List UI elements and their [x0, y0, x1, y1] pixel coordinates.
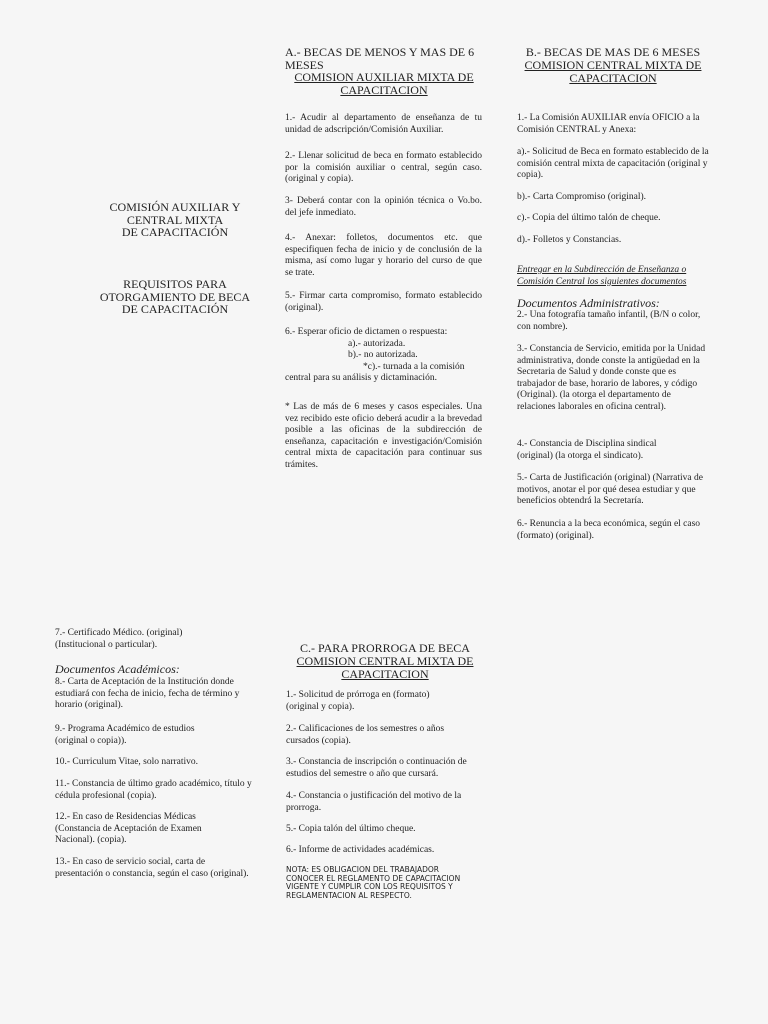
admin-item-6: 6.- Renuncia a la beca económica, según el caso (formato) (original). — [517, 519, 701, 541]
left-title — [70, 201, 280, 239]
section-a-subheading — [285, 71, 483, 96]
section-a-step-6 — [285, 327, 485, 385]
item-12: 12.- En caso de Residencias Médicas (Constancia de Aceptación de Examen Nacional). (copia). — [55, 812, 202, 845]
section-a-step-2: 2.- Llenar solicitud de beca en formato establecido por la comisión auxiliar o central, según caso. (original y copia). — [285, 151, 482, 184]
section-c-note: NOTA: ES OBLIGACION DEL TRABAJADOR CONOCER EL REGLAMENTO DE CAPACITACION VIGENTE Y CUMPLIR CON LOS REQUISITOS Y REGLAMENTACION AL RESPECTO. — [286, 865, 461, 900]
section-b-item-c: c).- Copia del último talón de cheque. — [517, 213, 661, 223]
section-b-subheading-line-2: CAPACITACION — [569, 70, 657, 85]
section-a-subheading-line-1: COMISION AUXILIAR MIXTA DE — [294, 70, 474, 84]
admin-item-3: 3.- Constancia de Servicio, emitida por la Unidad administrativa, donde conste la antigüedad en la Secretaria de Salud y donde conste que es trabajador de base, horario de labores, y código (Original). (la otorga el departamento de relaciones laborales en oficina central). — [517, 344, 706, 412]
section-c-step-4: 4.- Constancia o justificación del motivo de la prorroga. — [286, 791, 462, 813]
section-b-item-d: d).- Folletos y Constancias. — [517, 235, 622, 245]
section-a-heading — [285, 46, 485, 71]
section-a-option-b: b).- no autorizada. — [348, 350, 418, 360]
section-b-item-a: a).- Solicitud de Beca en formato establecido de la comisión central mixta de capacitación (original y copia). — [517, 147, 709, 180]
section-c-step-3: 3.- Constancia de inscripción o continuación de estudios del semestre o año que cursará. — [286, 757, 467, 779]
section-c-heading: C.- PARA PRORROGA DE BECA — [300, 641, 470, 655]
section-a-step-6-text: 6.- Esperar oficio de dictamen o respuesta: — [285, 327, 448, 337]
admin-item-4: 4.- Constancia de Disciplina sindical (original) (la otorga el sindicato). — [517, 439, 657, 461]
left-title-line-2: CENTRAL MIXTA — [126, 212, 224, 227]
admin-item-5: 5.- Carta de Justificación (original) (Narrativa de motivos, anotar el por qué desea estudiar y que beneficios obtendrá la Secretaría. — [517, 473, 703, 506]
section-b-step-1: 1.- La Comisión AUXILIAR envía OFICIO a la Comisión CENTRAL y Anexa: — [517, 113, 700, 135]
item-7: 7.- Certificado Médico. (original) (Institucional o particular). — [55, 628, 183, 650]
section-a-option-a: a).- autorizada. — [348, 338, 406, 349]
left-subtitle-line-3: DE CAPACITACIÓN — [121, 302, 229, 316]
left-subtitle-line-2: OTORGAMIENTO DE BECA — [99, 289, 251, 304]
item-13: 13.- En caso de servicio social, carta de presentación o constancia, según el caso (original). — [55, 857, 249, 879]
academic-docs-title: Documentos Académicos: — [55, 662, 180, 676]
left-subtitle — [70, 278, 280, 316]
item-9: 9.- Programa Académico de estudios (original o copia)). — [55, 724, 195, 746]
section-b-item-b: b).- Carta Compromiso (original). — [517, 192, 647, 202]
section-a-subheading-line-2: CAPACITACION — [340, 82, 428, 97]
section-c-step-5: 5.- Copia talón del último cheque. — [286, 824, 416, 834]
left-subtitle-line-1: REQUISITOS PARA — [123, 277, 227, 291]
section-a-heading-line-2: MESES — [285, 57, 324, 72]
admin-item-2: 2.- Una fotografía tamaño infantil, (B/N o color, con nombre). — [517, 310, 701, 332]
section-a-option-c: *c).- turnada a la comisión — [363, 361, 465, 372]
left-title-line-3: DE CAPACITACIÓN — [121, 225, 229, 239]
section-c-step-6: 6.- Informe de actividades académicas. — [286, 845, 435, 855]
section-b-subheading — [513, 59, 713, 84]
section-a-step-5: 5.- Firmar carta compromiso, formato establecido (original). — [285, 291, 482, 313]
left-title-line-1: COMISIÓN AUXILIAR Y — [109, 200, 241, 214]
section-a-option-c-cont: central para su análisis y dictaminación. — [285, 373, 437, 383]
section-a-step-4: 4.- Anexar: folletos, documentos etc. que especifiquen fecha de inicio y de conclusión de la misma, así como lugar y horario del curso de que se trate. — [285, 233, 482, 278]
section-b-heading: B.- BECAS DE MAS DE 6 MESES — [525, 45, 701, 59]
section-c-subheading-line-2: CAPACITACION — [341, 666, 429, 681]
section-a-step-1: 1.- Acudir al departamento de enseñanza de tu unidad de adscripción/Comisión Auxiliar. — [285, 113, 482, 135]
section-c-subheading-line-1: COMISION CENTRAL MIXTA DE — [296, 654, 474, 668]
item-11: 11.- Constancia de último grado académico, título y cédula profesional (copia). — [55, 779, 252, 801]
admin-docs-title: Documentos Administrativos: — [517, 296, 660, 310]
section-a-heading-line-1: A.- BECAS DE MENOS Y MAS DE 6 — [285, 45, 475, 59]
section-b-subheading-line-1: COMISION CENTRAL MIXTA DE — [524, 58, 702, 72]
section-b-deliver-note: Entregar en la Subdirección de Enseñanza o Comisión Central los siguientes documentos — [517, 265, 687, 287]
section-c-step-2: 2.- Calificaciones de los semestres o años cursados (copia). — [286, 724, 445, 746]
section-a-note: * Las de más de 6 meses y casos especiales. Una vez recibido este oficio deberá acudir a la brevedad posible a las oficinas de la subdirección de enseñanza, capacitación e investigación/Comisión central mixta de capacitación para continuar sus trámites. — [285, 402, 482, 470]
section-a-step-3: 3- Deberá contar con la opinión técnica o Vo.bo. del jefe inmediato. — [285, 196, 482, 218]
section-c-step-1: 1.- Solicitud de prórroga en (formato) (original y copia). — [286, 690, 430, 712]
item-10: 10.- Curriculum Vitae, solo narrativo. — [55, 757, 199, 767]
section-c-subheading — [285, 655, 485, 680]
item-8: 8.- Carta de Aceptación de la Institución donde estudiará con fecha de inicio, fecha de término y horario (original). — [55, 677, 240, 710]
